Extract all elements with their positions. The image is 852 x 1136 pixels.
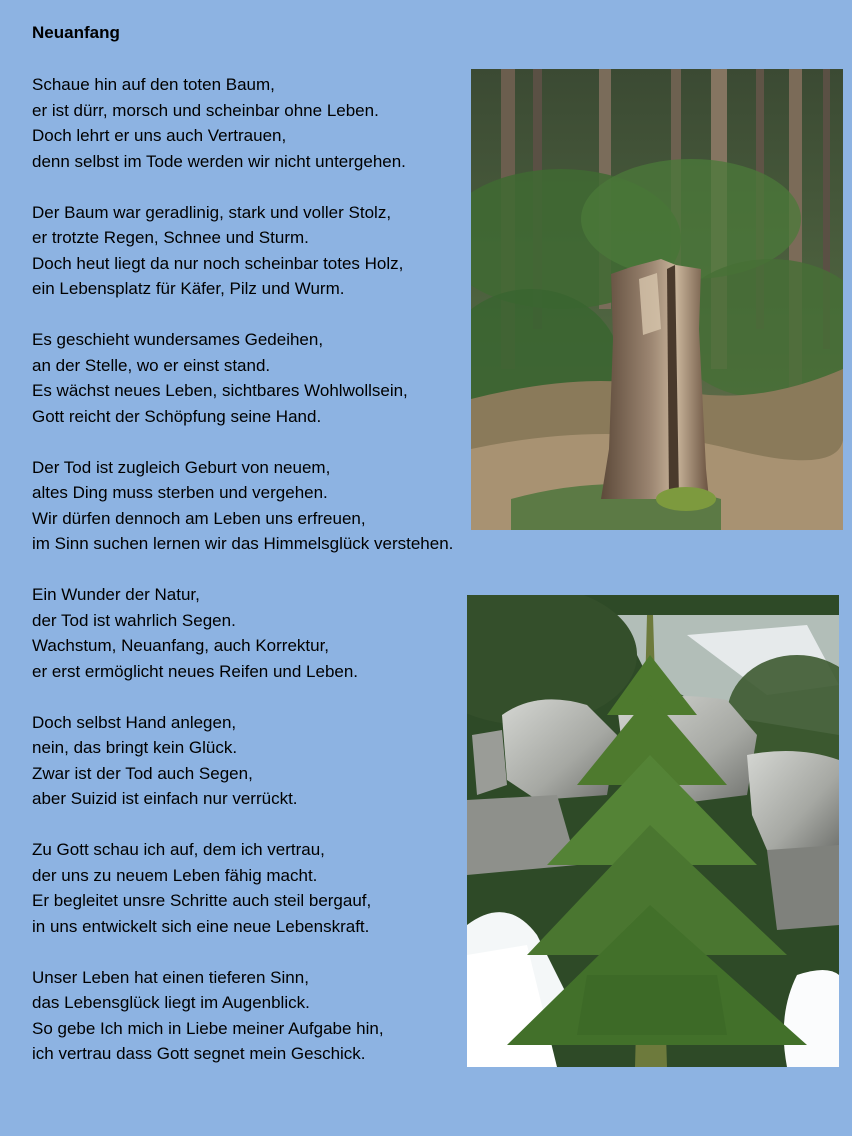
poem-line: er trotzte Regen, Schnee und Sturm. (32, 228, 309, 247)
poem-line: ich vertrau dass Gott segnet mein Geschick. (32, 1044, 366, 1063)
poem-line: der Tod ist wahrlich Segen. (32, 610, 236, 630)
poem-line: So gebe Ich mich in Liebe meiner Aufgabe hin, (32, 1018, 384, 1038)
poem-title: Neuanfang (32, 23, 120, 42)
poem-line: Er begleitet unsre Schritte auch steil bergauf, (32, 891, 372, 910)
poem-line: Doch lehrt er uns auch Vertrauen, (32, 126, 287, 145)
poem-line: Es wächst neues Leben, sichtbares Wohlwollsein, (32, 381, 408, 400)
poem-line: an der Stelle, wo er einst stand. (32, 355, 271, 375)
stanza (32, 455, 453, 557)
poem-line: nein, das bringt kein Glück. (32, 738, 238, 757)
forest-stump-illustration (471, 69, 843, 530)
poem-line: Doch heut liegt da nur noch scheinbar totes Holz, (32, 253, 404, 273)
poem-line: Der Baum war geradlinig, stark und voller Stolz, (32, 202, 392, 222)
poem-line: im Sinn suchen lernen wir das Himmelsglück verstehen. (32, 534, 454, 553)
poem-line: der uns zu neuem Leben fähig macht. (32, 865, 318, 885)
photo-young-spruce-rocks (467, 595, 839, 1067)
poem-line: Unser Leben hat einen tieferen Sinn, (32, 967, 309, 987)
stanza (32, 710, 453, 812)
poem-line: das Lebensglück liegt im Augenblick. (32, 993, 310, 1012)
stanza (32, 72, 453, 174)
poem-line: in uns entwickelt sich eine neue Lebenskraft. (32, 916, 370, 936)
poem-line: Wir dürfen dennoch am Leben uns erfreuen, (32, 508, 366, 528)
poem-line: er ist dürr, morsch und scheinbar ohne Leben. (32, 100, 379, 120)
poem-line: Ein Wunder der Natur, (32, 585, 200, 604)
poem-line: Zwar ist der Tod auch Segen, (32, 763, 253, 783)
stanza (32, 965, 453, 1067)
poem-line: altes Ding muss sterben und vergehen. (32, 483, 328, 502)
stanza (32, 200, 453, 302)
poem-line: Doch selbst Hand anlegen, (32, 712, 237, 732)
poem-line: ein Lebensplatz für Käfer, Pilz und Wurm. (32, 279, 345, 298)
poem-line: Zu Gott schau ich auf, dem ich vertrau, (32, 840, 325, 859)
poem-line: Der Tod ist zugleich Geburt von neuem, (32, 457, 331, 477)
poem-line: denn selbst im Tode werden wir nicht untergehen. (32, 151, 406, 171)
poem-line: Wachstum, Neuanfang, auch Korrektur, (32, 636, 330, 655)
poem-line: Es geschieht wundersames Gedeihen, (32, 330, 324, 349)
poem-line: aber Suizid ist einfach nur verrückt. (32, 789, 298, 808)
poem-line: Schaue hin auf den toten Baum, (32, 75, 275, 94)
poem-body (32, 72, 453, 1092)
spruce-rocks-illustration (467, 595, 839, 1067)
stanza (32, 327, 453, 429)
stanza (32, 837, 453, 939)
poem-line: er erst ermöglicht neues Reifen und Leben. (32, 661, 359, 681)
stanza (32, 582, 453, 684)
photo-dead-tree-stump (471, 69, 843, 530)
poem-line: Gott reicht der Schöpfung seine Hand. (32, 406, 322, 426)
